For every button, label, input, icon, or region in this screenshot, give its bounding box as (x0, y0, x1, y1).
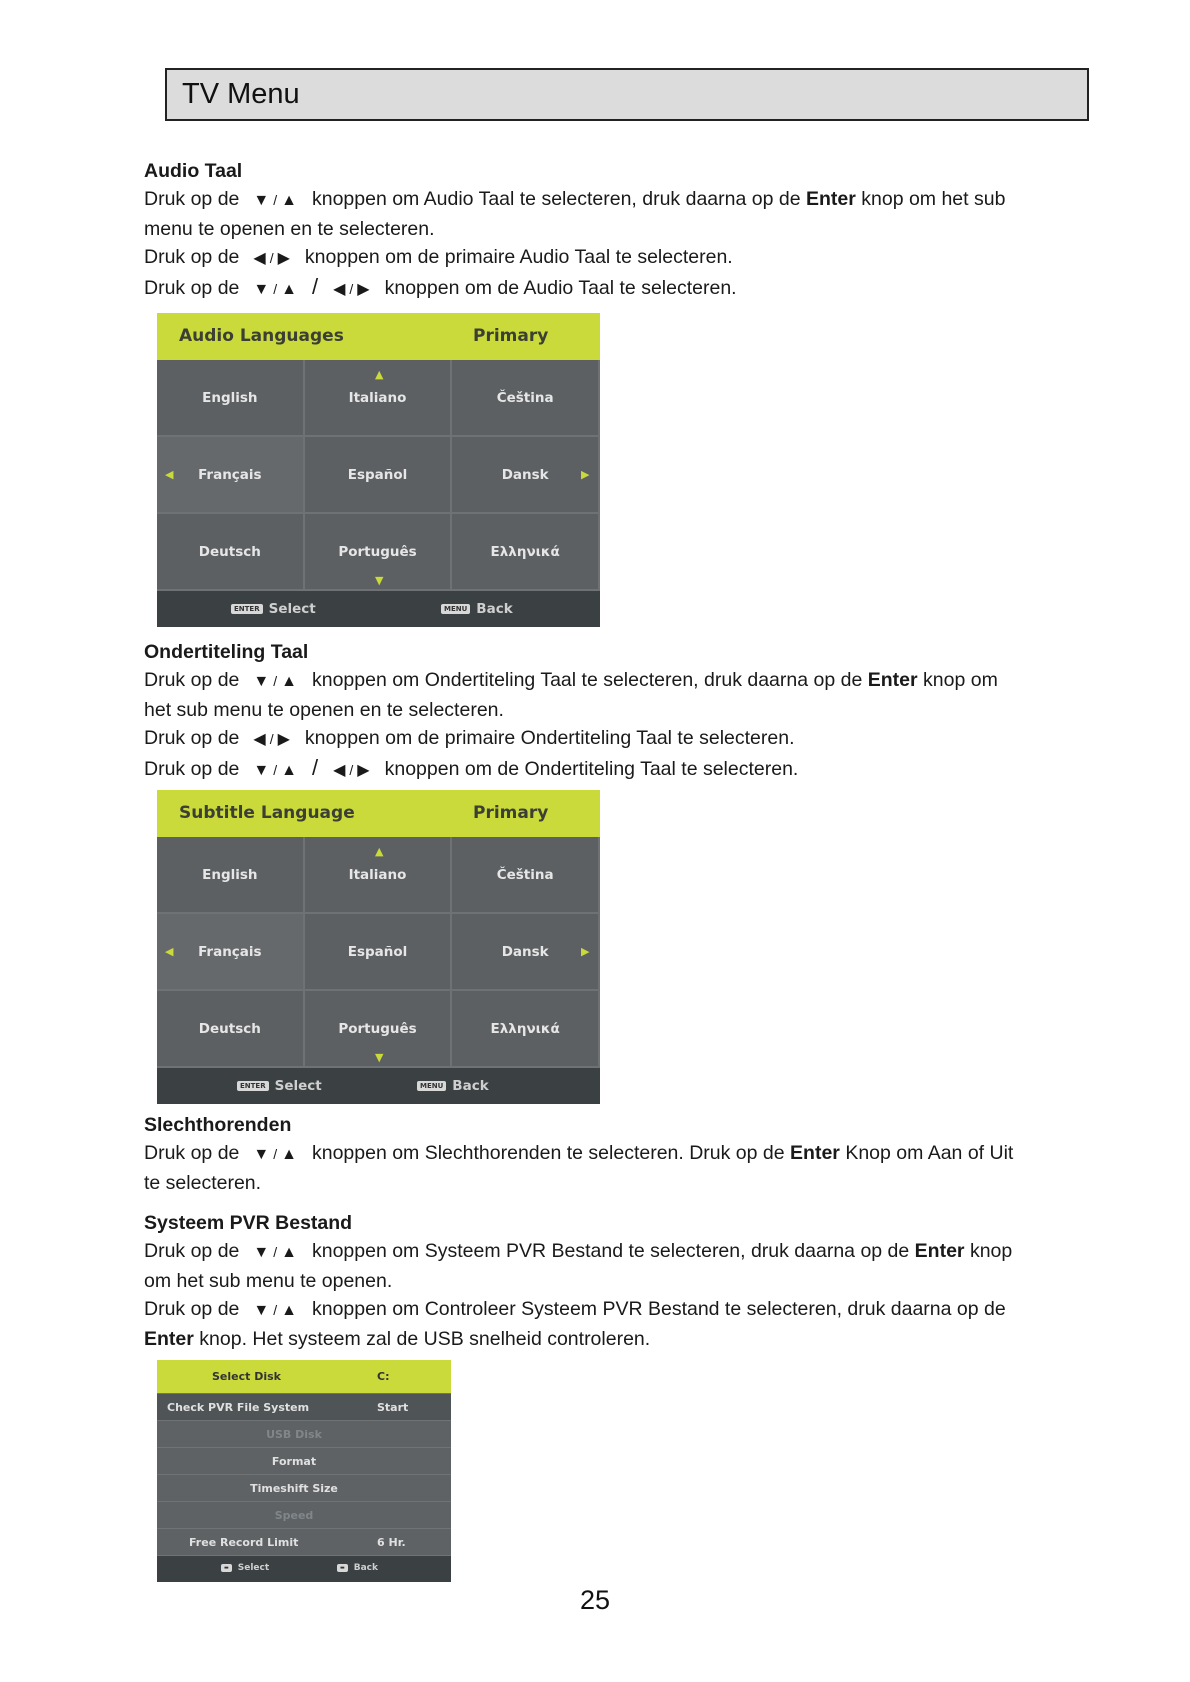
select-disk-label: Select Disk (212, 1370, 281, 1383)
timeshift-row[interactable] (157, 1475, 451, 1502)
druk-text: Druk op de (144, 758, 240, 780)
subtitle-p1-text: knoppen om Ondertiteling Taal te selecteren, druk daarna op de (311, 669, 863, 691)
enter-key-icon: ▬ (221, 1564, 232, 1572)
scroll-down-icon[interactable]: ▼ (375, 574, 384, 587)
language-cell[interactable]: Français (157, 437, 305, 514)
osd-mode: Primary (473, 803, 549, 823)
select-hint (237, 1078, 322, 1094)
select-label: Select (268, 601, 316, 617)
hearing-title: Slechthorenden (144, 1114, 292, 1136)
select-label: Select (237, 1563, 270, 1573)
language-cell[interactable]: Ελληνικά (452, 991, 600, 1068)
select-hint (231, 601, 316, 617)
enter-word: Enter (867, 669, 918, 691)
usb-disk-label: USB Disk (266, 1427, 322, 1441)
druk-text: Druk op de (144, 669, 240, 691)
subtitle-title: Ondertiteling Taal (144, 641, 309, 663)
down-up-arrows-icon: ▼ / ▲ (253, 192, 298, 209)
osd-header (157, 790, 600, 837)
pvr-p1-text: knoppen om Systeem PVR Bestand te selecteren, druk daarna op de (311, 1240, 910, 1262)
audio-paragraph-2 (144, 243, 1069, 273)
scroll-up-icon[interactable]: ▲ (375, 368, 384, 381)
subtitle-paragraph-2 (144, 724, 1069, 754)
pvr-p1-tail: knop (969, 1240, 1013, 1262)
enter-key-icon: ENTER (237, 1081, 269, 1091)
subtitle-p3-text: knoppen om de Ondertiteling Taal te selecteren. (384, 758, 799, 780)
druk-text: Druk op de (144, 277, 240, 299)
subtitle-p1-tail: knop om (923, 669, 998, 691)
hearing-section (144, 1111, 1069, 1197)
back-hint (337, 1563, 378, 1573)
subtitle-p1-line2: het sub menu te openen en te selecteren. (144, 699, 504, 721)
druk-text: Druk op de (144, 246, 240, 268)
enter-word: Enter (914, 1240, 965, 1262)
druk-text: Druk op de (144, 1142, 240, 1164)
scroll-right-icon[interactable]: ▶ (581, 945, 590, 958)
back-label: Back (452, 1078, 489, 1094)
free-record-row[interactable] (157, 1529, 451, 1556)
check-pvr-value: Start (377, 1400, 409, 1414)
scroll-left-icon[interactable]: ◀ (165, 945, 174, 958)
usb-disk-row (157, 1421, 451, 1448)
subtitle-section (144, 638, 1069, 785)
back-label: Back (476, 601, 513, 617)
enter-key-icon: ENTER (231, 604, 263, 614)
pvr-p1-line2: om het sub menu te openen. (144, 1270, 393, 1292)
language-cell[interactable]: Deutsch (157, 991, 305, 1068)
language-cell[interactable]: English (157, 837, 305, 914)
format-label: Format (271, 1454, 317, 1468)
back-hint (417, 1078, 489, 1094)
druk-text: Druk op de (144, 1298, 240, 1320)
osd-footer (157, 591, 600, 627)
osd-footer (157, 1068, 600, 1104)
language-cell[interactable]: Español (305, 914, 453, 991)
osd-mode: Primary (473, 326, 549, 346)
druk-text: Druk op de (144, 188, 240, 210)
pvr-section (144, 1209, 1069, 1353)
all-arrows-icon: ▼ / ▲ / ◀ / ▶ (253, 274, 371, 299)
page-title: TV Menu (182, 78, 300, 110)
pvr-osd (157, 1360, 451, 1582)
enter-word: Enter (144, 1328, 194, 1350)
pvr-p2-text: knoppen om Controleer Systeem PVR Bestand te selecteren, druk daarna op de (311, 1298, 1006, 1320)
language-cell[interactable]: Français (157, 914, 305, 991)
audio-paragraph-1 (144, 185, 1069, 215)
page-number: 25 (579, 1585, 611, 1615)
scroll-up-icon[interactable]: ▲ (375, 845, 384, 858)
all-arrows-icon: ▼ / ▲ / ◀ / ▶ (253, 755, 371, 780)
osd-title: Subtitle Language (179, 803, 355, 823)
language-grid (157, 837, 600, 1068)
select-disk-value: C: (377, 1370, 390, 1383)
check-pvr-label: Check PVR File System (167, 1400, 310, 1414)
language-cell[interactable]: Ελληνικά (452, 514, 600, 591)
pvr-paragraph-2 (144, 1295, 1069, 1325)
speed-row (157, 1502, 451, 1529)
free-record-label: Free Record Limit (189, 1535, 299, 1549)
enter-word: Enter (805, 188, 856, 210)
language-cell[interactable]: Português (305, 991, 453, 1068)
language-cell[interactable]: Português (305, 514, 453, 591)
audio-p1-line2: menu te openen en te selecteren. (144, 218, 435, 240)
language-cell[interactable]: Español (305, 437, 453, 514)
speed-label: Speed (274, 1508, 314, 1522)
down-up-arrows-icon: ▼ / ▲ (253, 1244, 298, 1261)
pvr-paragraph-1 (144, 1237, 1069, 1267)
subtitle-paragraph-1 (144, 666, 1069, 696)
pvr-title: Systeem PVR Bestand (144, 1212, 353, 1234)
check-pvr-row[interactable] (157, 1394, 451, 1421)
menu-key-icon: MENU (417, 1081, 446, 1091)
down-up-arrows-icon: ▼ / ▲ (253, 1146, 298, 1163)
audio-p1-tail: knop om het sub (861, 188, 1006, 210)
language-cell[interactable]: Dansk (452, 437, 600, 514)
language-cell[interactable]: English (157, 360, 305, 437)
language-cell[interactable]: Italiano (305, 837, 453, 914)
menu-key-icon: MENU (441, 604, 470, 614)
menu-key-icon: ▬ (337, 1564, 348, 1572)
audio-languages-osd (157, 313, 600, 627)
subtitle-p2-text: knoppen om de primaire Ondertiteling Taal te selecteren. (304, 727, 795, 749)
hearing-p1-line2: te selecteren. (144, 1172, 262, 1194)
language-cell[interactable]: Čeština (452, 837, 600, 914)
language-cell[interactable]: Čeština (452, 360, 600, 437)
left-right-arrows-icon: ◀ / ▶ (253, 731, 291, 748)
audio-p2-text: knoppen om de primaire Audio Taal te selecteren. (304, 246, 733, 268)
scroll-right-icon[interactable]: ▶ (581, 468, 590, 481)
audio-title: Audio Taal (144, 160, 243, 182)
subtitle-language-osd (157, 790, 600, 1104)
subtitle-paragraph-3 (144, 754, 1069, 785)
osd-title: Audio Languages (179, 326, 344, 346)
down-up-arrows-icon: ▼ / ▲ (253, 673, 298, 690)
select-label: Select (274, 1078, 322, 1094)
language-cell[interactable]: Dansk (452, 914, 600, 991)
pvr-p2-line2-tail: knop. Het systeem zal de USB snelheid controleren. (199, 1328, 651, 1350)
hearing-p1-tail: Knop om Aan of Uit (845, 1142, 1014, 1164)
page-header (165, 68, 1089, 121)
scroll-down-icon[interactable]: ▼ (375, 1051, 384, 1064)
down-up-arrows-icon: ▼ / ▲ (253, 1302, 298, 1319)
language-cell[interactable]: Deutsch (157, 514, 305, 591)
left-right-arrows-icon: ◀ / ▶ (253, 250, 291, 267)
language-grid (157, 360, 600, 591)
audio-paragraph-3 (144, 273, 1069, 304)
druk-text: Druk op de (144, 1240, 240, 1262)
audio-p1-text: knoppen om Audio Taal te selecteren, druk daarna op de (311, 188, 801, 210)
language-cell[interactable]: Italiano (305, 360, 453, 437)
hearing-p1-text: knoppen om Slechthorenden te selecteren. Druk op de (311, 1142, 785, 1164)
osd-header (157, 313, 600, 360)
select-hint (221, 1563, 269, 1573)
back-label: Back (353, 1563, 378, 1573)
select-disk-row[interactable] (157, 1360, 451, 1394)
druk-text: Druk op de (144, 727, 240, 749)
pvr-p2-line2 (144, 1325, 1069, 1353)
back-hint (441, 601, 513, 617)
hearing-paragraph-1 (144, 1139, 1069, 1169)
audio-section (144, 157, 1069, 304)
audio-p3-text: knoppen om de Audio Taal te selecteren. (384, 277, 737, 299)
timeshift-label: Timeshift Size (250, 1481, 338, 1495)
pvr-footer (157, 1556, 451, 1582)
scroll-left-icon[interactable]: ◀ (165, 468, 174, 481)
free-record-value: 6 Hr. (377, 1535, 406, 1549)
format-row[interactable] (157, 1448, 451, 1475)
enter-word: Enter (790, 1142, 840, 1164)
